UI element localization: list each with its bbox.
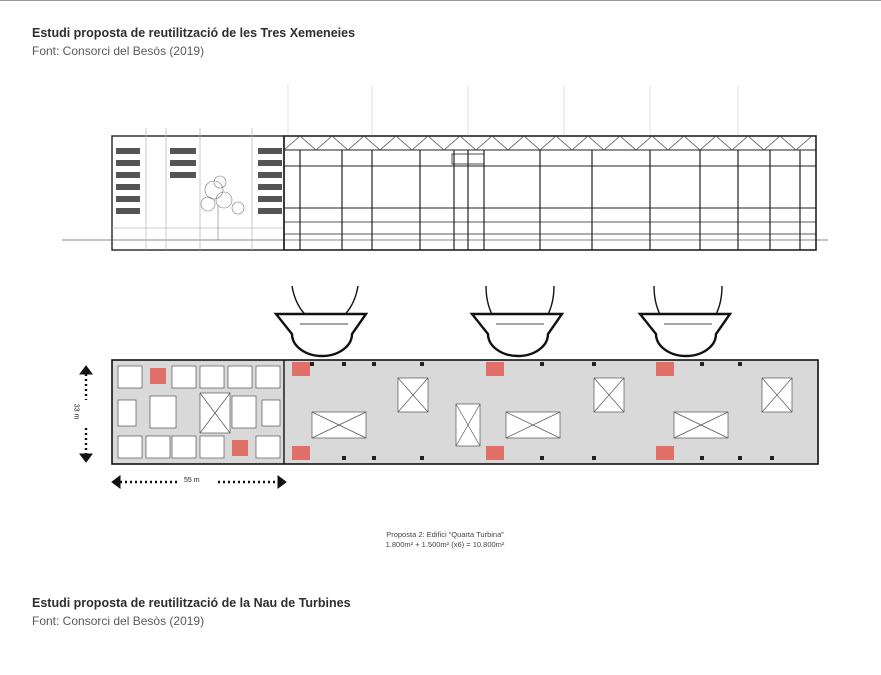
chimney-base-3 <box>640 286 730 356</box>
tree-icon <box>201 176 244 240</box>
chimney-bases <box>276 286 730 356</box>
chimney-base-2 <box>472 286 562 356</box>
dimension-label-33m: 33 m <box>72 403 80 420</box>
section-title-nau-turbines: Estudi proposta de reutilització de la Nau de Turbines <box>32 596 351 610</box>
floor-plan <box>112 360 818 464</box>
building-elevation <box>62 85 828 250</box>
caption-line-2: 1.800m² + 1.500m² (x6) = 10.800m² <box>385 540 505 549</box>
caption-line-1: Proposta 2: Edifici “Quarta Turbina” <box>386 530 504 539</box>
dimension-label-55m: 55 m <box>184 477 200 484</box>
section-title-tres-xemeneies: Estudi proposta de reutilització de les Tres Xemeneies <box>32 26 356 40</box>
section-source-tres-xemeneies: Font: Consorci del Besòs (2019) <box>32 44 205 58</box>
chimney-base-1 <box>276 286 366 356</box>
drawing-caption <box>300 530 590 550</box>
section-source-nau-turbines: Font: Consorci del Besòs (2019) <box>32 614 205 628</box>
